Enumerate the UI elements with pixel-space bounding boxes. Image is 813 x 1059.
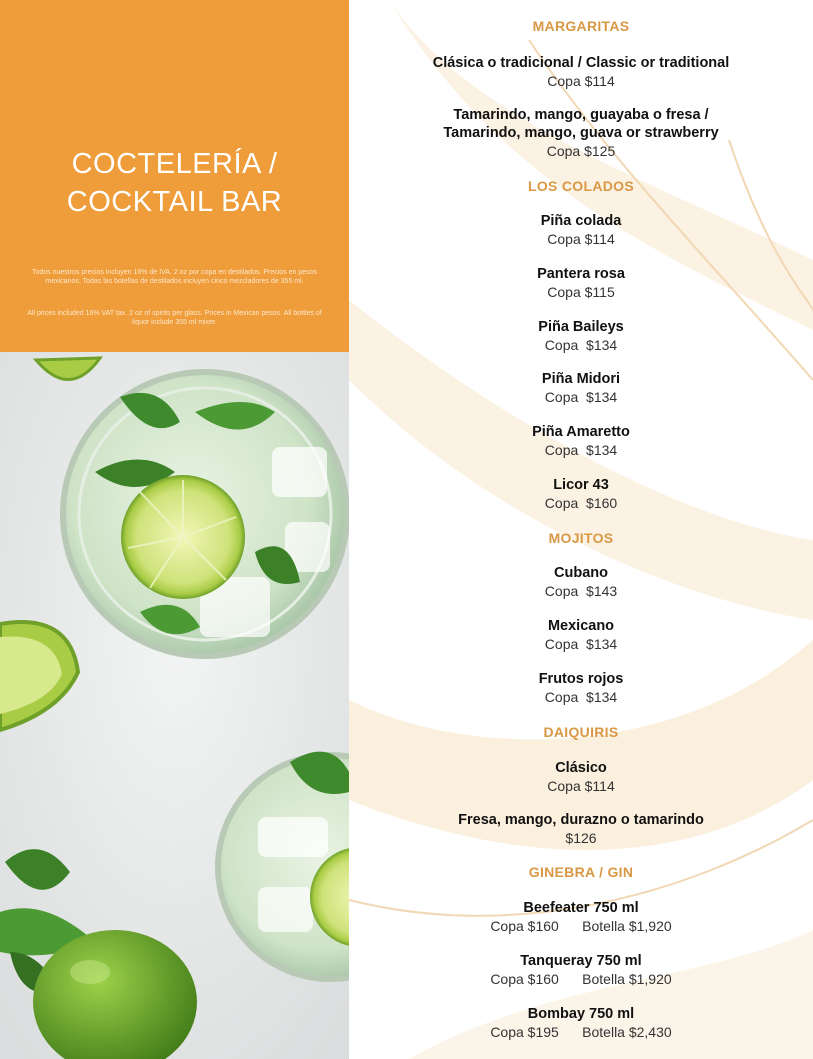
menu-item-price: Copa $195 Botella $2,430 xyxy=(490,1024,672,1040)
menu-item-name: Bombay 750 ml xyxy=(527,1006,635,1022)
section-heading-colados: LOS COLADOS xyxy=(528,178,634,194)
menu-item-price: Copa $134 xyxy=(544,636,618,652)
section-heading-gin: GINEBRA / GIN xyxy=(528,864,634,880)
pricing-note-es: Todos nuestros precios incluyen 16% de IVA. 2 oz por copa en destilados. Precios en pesos mexicanos. Todas las botellas de destilados incluyen cinco mezcladores de 355 ml. xyxy=(31,269,318,285)
section-heading-daiquiris: DAIQUIRIS xyxy=(543,724,619,740)
section-heading-mojitos: MOJITOS xyxy=(548,530,614,546)
menu-item-price: Copa $125 xyxy=(546,143,616,159)
menu-item-price: Copa $160 Botella $1,920 xyxy=(490,918,672,934)
menu-item-price: Copa $114 xyxy=(547,231,615,247)
menu-item-name: Piña colada xyxy=(540,213,622,229)
page-title xyxy=(0,145,349,221)
menu-item-name: Clásico xyxy=(555,760,607,776)
menu-item-price: Copa $134 xyxy=(544,689,618,705)
menu-item-name: Pantera rosa xyxy=(537,266,625,282)
menu-item-name: Piña Midori xyxy=(541,371,621,387)
menu-item-name: Mexicano xyxy=(547,618,615,634)
menu-item-price: Copa $143 xyxy=(544,583,618,599)
menu-item-name: Licor 43 xyxy=(553,477,609,493)
menu-item-price: Copa $114 xyxy=(547,73,615,89)
pricing-note-en: All prices included 16% VAT tax. 2 oz of spirits per glass. Prices in Mexican pesos. All bottles of liquor include 355 ml mixer. xyxy=(27,310,322,326)
menu-item-name: Tamarindo, mango, guayaba o fresa / xyxy=(453,107,709,123)
menu-item-price: Copa $134 xyxy=(544,337,618,353)
menu-item-name: Clásica o tradicional / Classic or traditional xyxy=(432,55,730,71)
menu-item-price: Copa $114 xyxy=(547,778,615,794)
menu-item-price: Copa $115 xyxy=(547,284,615,300)
section-heading-margaritas: MARGARITAS xyxy=(532,18,630,34)
title-line-1: COCTELERÍA / xyxy=(71,148,278,180)
menu-item-price: $126 xyxy=(565,830,597,846)
menu-item-name: Piña Amaretto xyxy=(532,424,630,440)
menu-item-name: Cubano xyxy=(554,565,608,581)
menu-item-price: Copa $134 xyxy=(544,389,618,405)
menu-item-name: Beefeater 750 ml xyxy=(523,900,639,916)
menu-item-name: Fresa, mango, durazno o tamarindo xyxy=(458,812,704,828)
left-panel xyxy=(0,0,349,1059)
menu-item-name: Piña Baileys xyxy=(538,319,624,335)
menu-item-price: Copa $160 Botella $1,920 xyxy=(490,971,672,987)
menu-item-price: Copa $134 xyxy=(544,442,618,458)
mojito-photo xyxy=(0,352,349,1059)
menu-item-name: Frutos rojos xyxy=(538,671,624,687)
title-block xyxy=(0,0,349,352)
title-line-2: COCKTAIL BAR xyxy=(66,186,283,218)
mojito-illustration xyxy=(0,352,349,1059)
menu-item-name: Tanqueray 750 ml xyxy=(520,953,642,969)
menu-item-price: Copa $160 xyxy=(544,495,618,511)
menu-item-name: Tamarindo, mango, guava or strawberry xyxy=(443,125,719,141)
